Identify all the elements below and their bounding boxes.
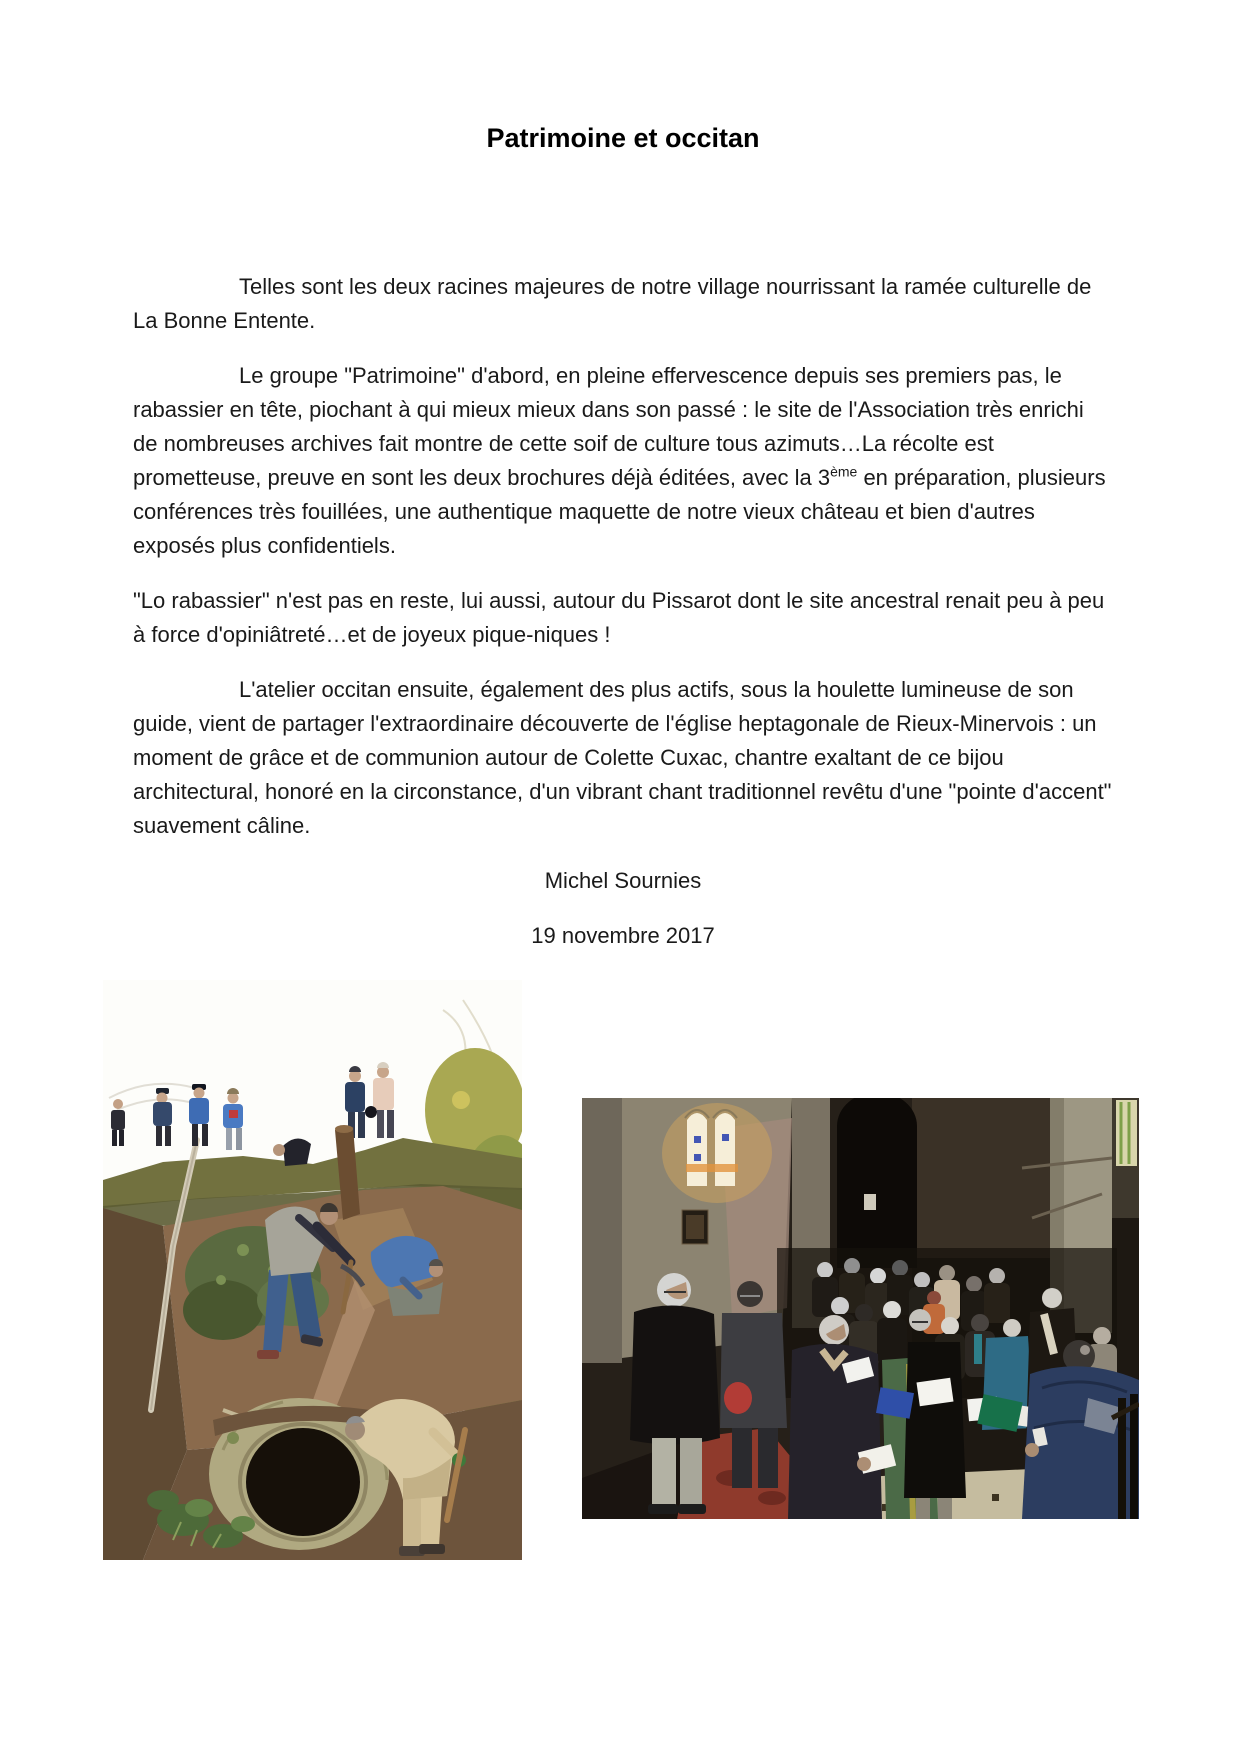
- excavation-scene: [103, 980, 522, 1560]
- dark-doorway: [837, 1098, 917, 1268]
- paragraph-1: [133, 270, 1113, 338]
- upper-wall: [912, 1098, 1052, 1258]
- paragraph-3: [133, 584, 1113, 652]
- page-title: Patrimoine et occitan: [486, 123, 760, 153]
- framed-icon: [682, 1210, 708, 1244]
- paragraph-2-text-before: Le groupe "Patrimoine" d'abord, en pleine effervescence depuis ses premiers pas, le rabassier en tête, piochant à qui mieux mieux dans son passé : le site de l'Association très enrichi de nombreuses archives fait montre de cette soif de culture tous azimuts…La récolte est prometteuse, preuve en sont les deux brochures déjà éditées, avec la 3: [133, 363, 1084, 490]
- wall-shadow: [582, 1098, 622, 1363]
- paragraph-3-text: "Lo rabassier" n'est pas en reste, lui aussi, autour du Pissarot dont le site ancestral renait peu à peu à force d'opiniâtreté…et de joyeux pique-niques !: [133, 588, 1105, 647]
- small-window: [1112, 1098, 1139, 1218]
- date-line: 19 novembre 2017: [531, 923, 715, 948]
- stained-glass-window: [662, 1103, 772, 1203]
- paragraph-1-text: Telles sont les deux racines majeures de notre village nourrissant la ramée culturelle de La Bonne Entente.: [133, 274, 1092, 333]
- church-choir-scene: [582, 1098, 1139, 1519]
- ordinal-suffix: ème: [830, 463, 858, 480]
- document-body: [133, 0, 1113, 974]
- photo-church-choir: [582, 1098, 1139, 1519]
- paragraph-4: [133, 673, 1113, 843]
- signature: Michel Sournies: [544, 868, 702, 893]
- paragraph-2-text-after: en préparation, plusieurs conférences très fouillées, une authentique maquette de notre vieux château et bien d'autres exposés plus confidentiels.: [133, 465, 1106, 558]
- photo-excavation: [103, 980, 522, 1560]
- paragraph-4-text: L'atelier occitan ensuite, également des plus actifs, sous la houlette lumineuse de son guide, vient de partager l'extraordinaire découverte de l'église heptagonale de Rieux-Minervois : un moment de grâce et de communion autour de Colette Cuxac, chantre exaltant de ce bijou architectural, honoré en la circonstance, d'un vibrant chant traditionnel revêtu d'une "pointe d'accent" suavement câline.: [133, 677, 1112, 838]
- paragraph-2: [133, 359, 1113, 563]
